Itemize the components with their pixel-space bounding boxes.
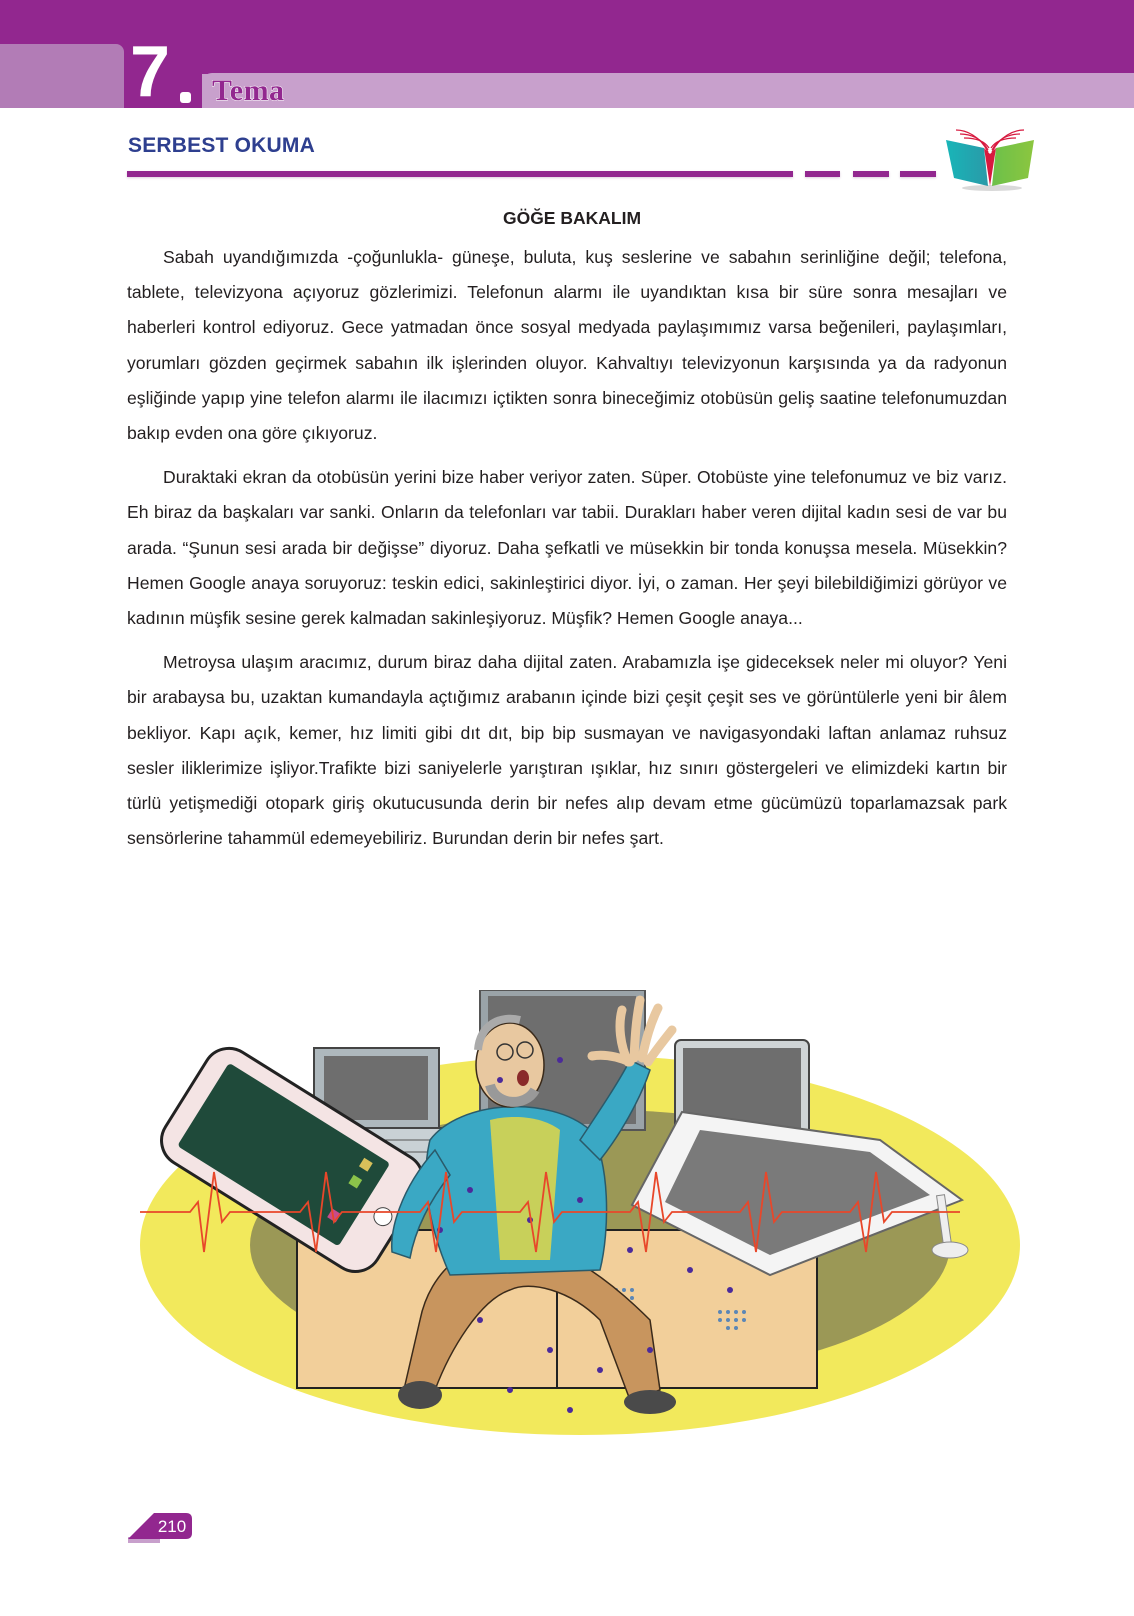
page-number: 210 bbox=[157, 1517, 187, 1536]
article-paragraph: Metroysa ulaşım aracımız, durum biraz daha dijital zaten. Arabamızla işe gideceksek neler mi oluyor? Yeni bir arabaysa bu, uzaktan kumandayla açtığımız arabanın içinde bizi çeşit çeşit ses ve görüntülerle yeni bir âlem bekliyor. Kapı açık, kemer, hız limiti gibi dıt dıt, bip bip susmayan ve navigasyondaki laftan anlamaz ruhsuz sesler iliklerimize işliyor.Trafikte bizi saniyelerle yarıştıran ışıklar, hız sınırı göstergeleri ve elimizdeki kartın bir türlü yetişmediği otopark giriş okutucusunda derin bir nefes alıp devam etme gücümüzü toparlamazsak park sensörlerine tahammül edemeyebiliriz. Burundan derin bir nefes şart. bbox=[127, 652, 1007, 849]
section-rule bbox=[127, 171, 793, 177]
chapter-number-dot bbox=[180, 92, 191, 103]
header-left-tab bbox=[0, 44, 124, 108]
article-paragraph: Duraktaki ekran da otobüsün yerini bize haber veriyor zaten. Süper. Otobüste yine telefonumuz ve biz varız. Eh biraz da başkaları var sanki. Onların da telefonları var tabii. Durakları haber veren dijital kadın sesi de var bu arada. “Şunun sesi arada bir değişse” diyoruz. Daha şefkatli ve müsekkin bir tonda konuşsa mesela. Müsekkin? Hemen Google anaya soruyoruz: teskin edici, sakinleştirici diyor. İyi, o zaman. Her şeyi bilebildiğimizi görüyor ve kadının müşfik sesine gerek kalmadan sakinleşiyoruz. Müşfik? Hemen Google anaya... bbox=[127, 467, 1007, 629]
section-title: SERBEST OKUMA bbox=[128, 134, 315, 157]
article bbox=[127, 205, 1007, 865]
theme-tab bbox=[202, 73, 1134, 108]
article-paragraph: Sabah uyandığımızda -çoğunlukla- güneşe, buluta, kuş seslerine ve sabahın serinliğine değil; telefona, tablete, televizyona açıyoruz gözlerimizi. Telefonun alarmı ile uyandıktan kısa bir süre sonra mesajları ve haberleri kontrol ediyoruz. Gece yatmadan önce sosyal medyada paylaşımımız varsa beğenileri, paylaşımları, yorumları gözden geçirmek sabahın ilk işlerinden oluyor. Kahvaltıyı televizyonun karşısında ya da radyonun eşliğinde yapıp yine telefon alarmı ile ilacımızı içtikten sonra bineceğimiz otobüsün geliş saatine telefonumuzdan bakıp evden ona göre çıkıyoruz. bbox=[127, 247, 1007, 444]
open-book-icon bbox=[944, 126, 1036, 192]
theme-label: Tema bbox=[212, 74, 285, 107]
chapter-number: 7 bbox=[130, 32, 169, 112]
section-rule-dash bbox=[900, 171, 936, 177]
section-rule-dash bbox=[805, 171, 840, 177]
article-title: GÖĞE BAKALIM bbox=[502, 208, 642, 228]
illustration-digital-stress bbox=[130, 990, 1030, 1450]
section-rule-dash bbox=[853, 171, 889, 177]
